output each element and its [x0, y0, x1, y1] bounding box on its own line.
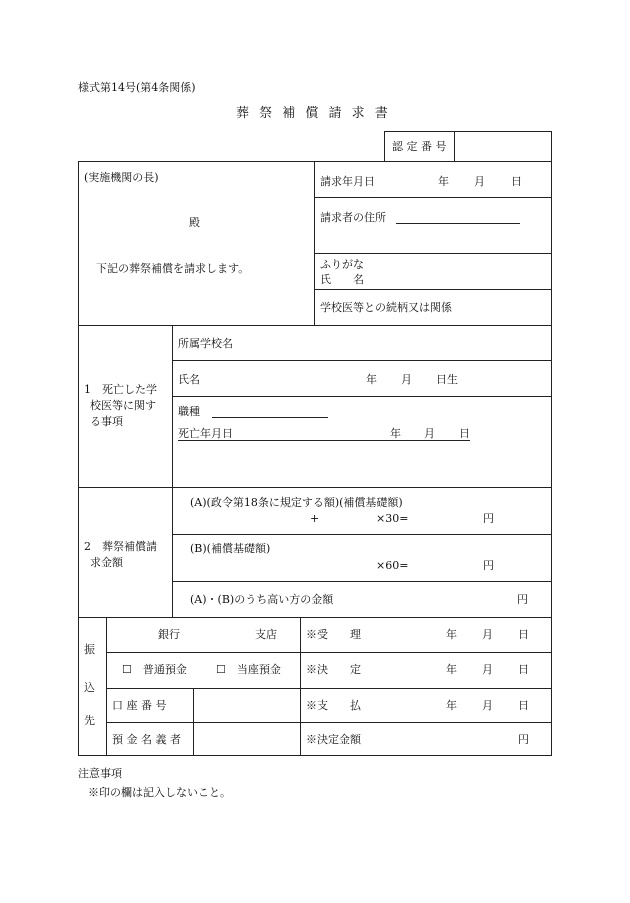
requester-address-field[interactable] [396, 223, 520, 224]
decided-day: 日 [518, 663, 529, 676]
death-day: 日 [459, 427, 470, 440]
requester-address-label: 請求者の住所 [320, 211, 386, 224]
higher-amount-yen: 円 [517, 593, 528, 606]
amount-a-yen: 円 [483, 512, 494, 525]
paid-year: 年 [446, 699, 457, 712]
request-day: 日 [511, 175, 522, 188]
decided-amount-label: ※決定金額 [306, 733, 361, 746]
school-name-label: 所属学校名 [178, 337, 233, 350]
request-year: 年 [438, 175, 449, 188]
page-title: 葬 祭 補 償 請 求 書 [236, 106, 391, 121]
notes-item-1: ※印の欄は記入しないこと。 [88, 786, 231, 799]
addressee-honorific: 殿 [189, 216, 200, 229]
request-month: 月 [474, 175, 485, 188]
birth-month: 月 [401, 373, 412, 386]
addressee-org-label: (実施機関の長) [84, 171, 159, 184]
amount-b-yen: 円 [483, 559, 494, 572]
branch-label: 支店 [255, 628, 277, 641]
ordinary-deposit-checkbox[interactable]: ☐ 普通預金 [122, 663, 187, 676]
transfer-heading-char-1: 振 [84, 643, 95, 656]
death-date-underline [178, 440, 470, 441]
form-number: 様式第14号(第4条関係) [78, 81, 196, 94]
current-deposit-checkbox[interactable]: ☐ 当座預金 [216, 663, 281, 676]
death-year: 年 [390, 427, 401, 440]
amount-a-label: (A)(政令第18条に規定する額)(補償基礎額) [190, 496, 403, 509]
transfer-heading-char-2: 込 [84, 681, 95, 694]
section2-heading-line2: 求金額 [90, 556, 123, 569]
received-day: 日 [518, 628, 529, 641]
received-label: ※受 理 [306, 628, 361, 641]
section2-heading-line1: 2 葬祭補償請 [84, 540, 157, 553]
job-type-field[interactable] [212, 417, 328, 418]
decided-amount-yen: 円 [518, 733, 529, 746]
account-holder-field[interactable] [195, 724, 299, 754]
birth-year: 年 [366, 373, 377, 386]
account-number-field[interactable] [195, 690, 299, 721]
bank-label: 銀行 [158, 628, 180, 641]
job-type-label: 職種 [178, 405, 200, 418]
transfer-heading-char-3: 先 [84, 714, 95, 727]
furigana-label: ふりがな [320, 258, 364, 271]
decided-year: 年 [446, 663, 457, 676]
section1-heading-line1: 1 死亡した学 [84, 383, 157, 396]
amount-a-multiplier: ×30= [376, 512, 409, 525]
deceased-name-label: 氏名 [178, 373, 200, 386]
section1-heading-line3: る事項 [90, 415, 123, 428]
decided-label: ※決 定 [306, 663, 361, 676]
account-number-label: 口 座 番 号 [112, 699, 167, 712]
account-holder-label: 預 金 名 義 者 [112, 733, 181, 746]
decided-month: 月 [482, 663, 493, 676]
relation-label: 学校医等との続柄又は関係 [320, 301, 452, 314]
amount-b-multiplier: ×60= [376, 559, 409, 572]
request-text: 下記の葬祭補償を請求します。 [96, 262, 250, 275]
request-date-label: 請求年月日 [320, 175, 375, 188]
certification-number-field[interactable] [456, 133, 550, 159]
paid-month: 月 [482, 699, 493, 712]
received-month: 月 [482, 628, 493, 641]
requester-name-label: 氏 名 [320, 273, 364, 286]
received-year: 年 [446, 628, 457, 641]
death-date-label: 死亡年月日 [178, 427, 233, 440]
amount-b-label: (B)(補償基礎額) [190, 542, 271, 555]
notes-heading: 注意事項 [78, 767, 122, 780]
amount-a-plus: + [310, 512, 320, 525]
birth-day: 日生 [436, 373, 458, 386]
paid-day: 日 [518, 699, 529, 712]
certification-number-label: 認 定 番 号 [392, 140, 447, 153]
higher-amount-label: (A)・(B)のうち高い方の金額 [190, 593, 334, 606]
death-month: 月 [424, 427, 435, 440]
section1-heading-line2: 校医等に関す [90, 399, 156, 412]
paid-label: ※支 払 [306, 699, 361, 712]
